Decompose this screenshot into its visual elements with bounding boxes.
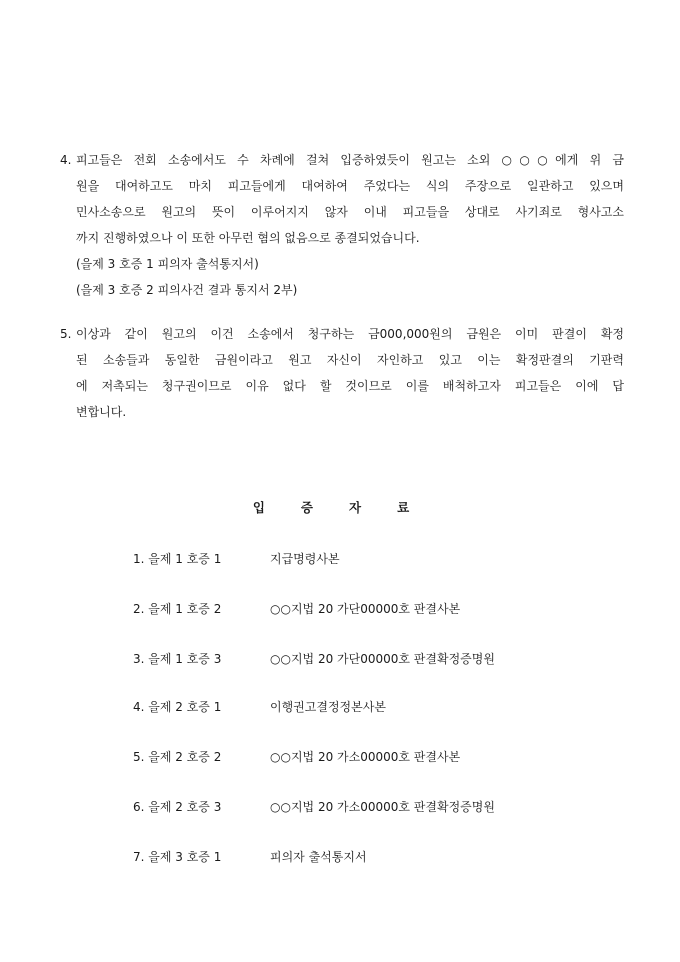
evidence-description: ○○지법 20 가단00000호 판결확정증명원 — [270, 652, 495, 666]
paragraph-line: 민사소송으로 원고의 뜻이 이루어지지 않자 이내 피고들을 상대로 사기죄로 형사고소 — [76, 205, 624, 219]
paragraph-number: 5. — [60, 327, 72, 341]
evidence-label: 4. 을제 2 호증 1 — [133, 700, 222, 714]
evidence-label: 1. 을제 1 호증 1 — [133, 552, 222, 566]
evidence-label: 6. 을제 2 호증 3 — [133, 800, 222, 814]
paragraph-line: 이상과 같이 원고의 이건 소송에서 청구하는 금000,000원의 금원은 이미 판결이 확정 — [76, 327, 624, 341]
evidence-description: 피의자 출석통지서 — [270, 850, 367, 864]
evidence-label: 3. 을제 1 호증 3 — [133, 652, 222, 666]
evidence-reference: (을제 3 호증 2 피의사건 결과 통지서 2부) — [76, 283, 298, 297]
paragraph-line: 원을 대여하고도 마치 피고들에게 대여하여 주었다는 식의 주장으로 일관하고 있으며 — [76, 179, 624, 193]
evidence-description: ○○지법 20 가소00000호 판결사본 — [270, 750, 461, 764]
paragraph-line: 변합니다. — [76, 405, 127, 419]
evidence-reference: (을제 3 호증 1 피의자 출석통지서) — [76, 257, 259, 271]
paragraph-line: 피고들은 전회 소송에서도 수 차례에 걸쳐 입증하였듯이 원고는 소외 ○○○에게 위 금 — [76, 153, 624, 167]
evidence-description: 지급명령사본 — [270, 552, 340, 566]
evidence-description: ○○지법 20 가소00000호 판결확정증명원 — [270, 800, 495, 814]
evidence-label: 2. 을제 1 호증 2 — [133, 602, 222, 616]
evidence-section-title: 입증자료 — [252, 500, 446, 515]
paragraph-number: 4. — [60, 153, 72, 167]
paragraph-line: 된 소송들과 동일한 금원이라고 원고 자신이 자인하고 있고 이는 확정판결의 기판력 — [76, 353, 624, 367]
evidence-description: ○○지법 20 가단00000호 판결사본 — [270, 602, 461, 616]
evidence-label: 5. 을제 2 호증 2 — [133, 750, 222, 764]
evidence-description: 이행권고결정정본사본 — [270, 700, 386, 714]
evidence-label: 7. 을제 3 호증 1 — [133, 850, 222, 864]
paragraph-line: 에 저촉되는 청구권이므로 이유 없다 할 것이므로 이를 배척하고자 피고들은 이에 답 — [76, 379, 624, 393]
paragraph-line: 까지 진행하였으나 이 또한 아무런 혐의 없음으로 종결되었습니다. — [76, 231, 420, 245]
